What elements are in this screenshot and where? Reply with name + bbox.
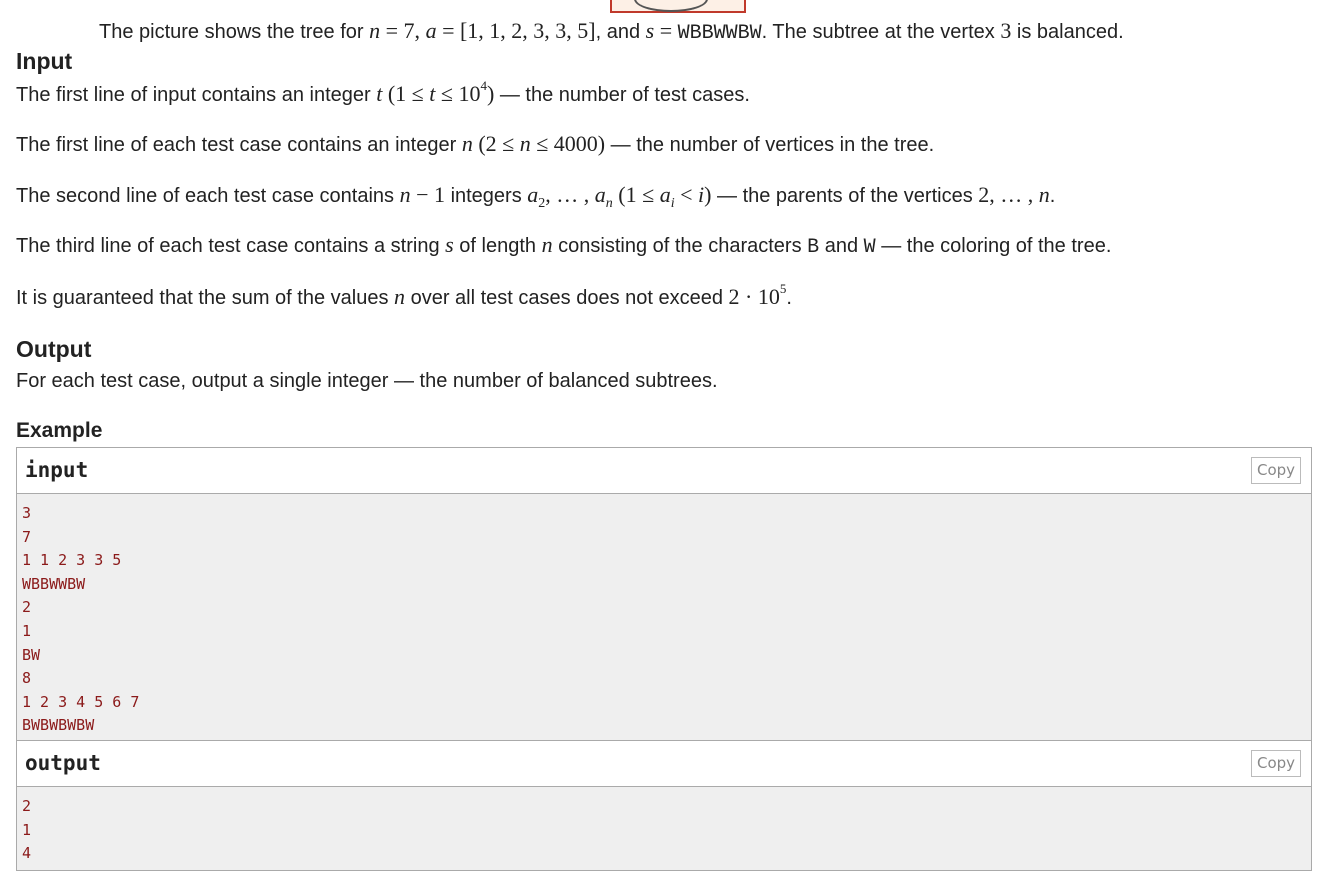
sample-line: 8 <box>22 669 32 688</box>
input-heading: Input <box>16 48 73 74</box>
example-output-box <box>16 740 1312 871</box>
sample-line: 2 <box>22 797 32 815</box>
output-sample-text <box>17 787 1311 870</box>
figure-image-crop <box>610 0 746 13</box>
output-paragraph: For each test case, output a single integer — the number of balanced subtrees. <box>16 370 718 392</box>
input-paragraph-2: The first line of each test case contains an integer n (2 ≤ n ≤ 4000) — the number of vertices in the tree. <box>16 131 935 156</box>
example-title: Example <box>16 419 103 442</box>
sample-line: BWBWBWBW <box>22 716 95 735</box>
sample-line: 3 <box>22 504 32 522</box>
example-input-box <box>16 447 1312 743</box>
input-paragraph-4: The third line of each test case contains a string s of length n consisting of the characters B and W — the coloring of the tree. <box>16 232 1112 259</box>
input-label: input <box>25 458 89 482</box>
sample-line: WBBWWBW <box>22 574 86 593</box>
sample-line: 1 <box>22 820 32 839</box>
sample-line: 2 <box>22 598 32 617</box>
sample-line: BW <box>22 645 41 664</box>
output-label: output <box>25 751 101 775</box>
sample-line: 1 <box>22 621 32 640</box>
copy-output-button[interactable]: Copy <box>1251 750 1301 777</box>
copy-input-button[interactable]: Copy <box>1251 457 1301 484</box>
input-paragraph-1: The first line of input contains an integer t $(1 \le t \le 10^4)$ — the number of test cases. <box>16 78 750 106</box>
input-paragraph-5: It is guaranteed that the sum of the values n over all test cases does not exceed $2 \cdot 10^5$. <box>16 281 792 309</box>
sample-line: 1 1 2 3 3 5 <box>22 551 122 570</box>
sample-line: 4 <box>22 844 32 863</box>
input-sample-text <box>17 494 1311 742</box>
figure-caption: The picture shows the tree for n = 7, a = [1, 1, 2, 3, 3, 5], and s = WBBWWBW. The subtree at the vertex 3 is balanced. <box>99 18 1124 45</box>
sample-line: 1 2 3 4 5 6 7 <box>22 692 140 711</box>
output-heading: Output <box>16 336 92 362</box>
input-paragraph-3: The second line of each test case contains n − 1 integers $a_2$, … , $a_n$ $(1 \le a_i < i)$ — the parents of the vertices 2, … , n. <box>16 182 1056 211</box>
sample-line: 7 <box>22 527 32 546</box>
tree-edge-arc <box>634 0 708 12</box>
s-value: WBBWWBW <box>677 22 762 45</box>
